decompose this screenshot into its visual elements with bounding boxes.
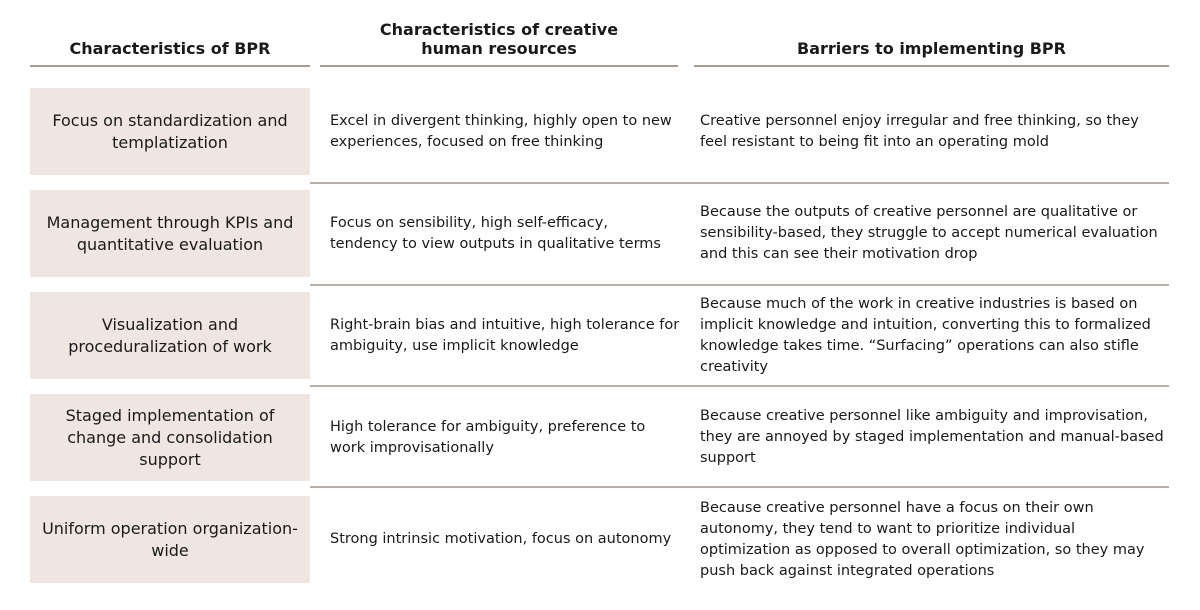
row-divider [310, 182, 1169, 184]
row-divider [310, 284, 1169, 286]
barrier-cell: Because the outputs of creative personnel are qualitative or sensibility-based, they struggle to accept numerical evaluation and this can see their motivation drop [700, 204, 1158, 262]
header-barriers: Barriers to implementing BPR [797, 39, 1066, 58]
barrier-cell: Because creative personnel like ambiguity and improvisation, they are annoyed by staged implementation and manual-based support [700, 408, 1164, 466]
barrier-cell: Creative personnel enjoy irregular and free thinking, so they feel resistant to being fit into an operating mold [700, 112, 1139, 150]
row-divider [310, 486, 1169, 488]
creative-cell: Excel in divergent thinking, highly open to new experiences, focused on free thinking [330, 112, 672, 150]
creative-cell: Right-brain bias and intuitive, high tolerance for ambiguity, use implicit knowledge [330, 316, 680, 354]
bpr-cell: Focus on standardization and templatization [30, 88, 310, 175]
header-divider [694, 65, 1169, 67]
row-divider [310, 385, 1169, 387]
creative-cell: High tolerance for ambiguity, preference to work improvisationally [330, 418, 646, 456]
barrier-cell: Because much of the work in creative industries is based on implicit knowledge and intuition, converting this to formalized knowledge takes time. “Surfacing” operations can also stifle creativity [700, 295, 1151, 375]
creative-cell: Strong intrinsic motivation, focus on autonomy [330, 531, 672, 547]
creative-cell: Focus on sensibility, high self-efficacy, tendency to view outputs in qualitative terms [330, 214, 661, 252]
header-bpr: Characteristics of BPR [69, 39, 271, 58]
bpr-cell: Uniform operation organization-wide [30, 496, 310, 583]
bpr-cell: Visualization and proceduralization of work [30, 292, 310, 379]
header-divider [30, 65, 310, 67]
bpr-cell: Staged implementation of change and consolidation support [30, 394, 310, 481]
bpr-cell: Management through KPIs and quantitative evaluation [30, 190, 310, 277]
header-divider [320, 65, 678, 67]
header-creative: Characteristics of creative human resources [379, 20, 619, 58]
barrier-cell: Because creative personnel have a focus on their own autonomy, they tend to want to prioritize individual optimization as opposed to overall optimization, so they may push back against integrated operations [700, 499, 1145, 579]
